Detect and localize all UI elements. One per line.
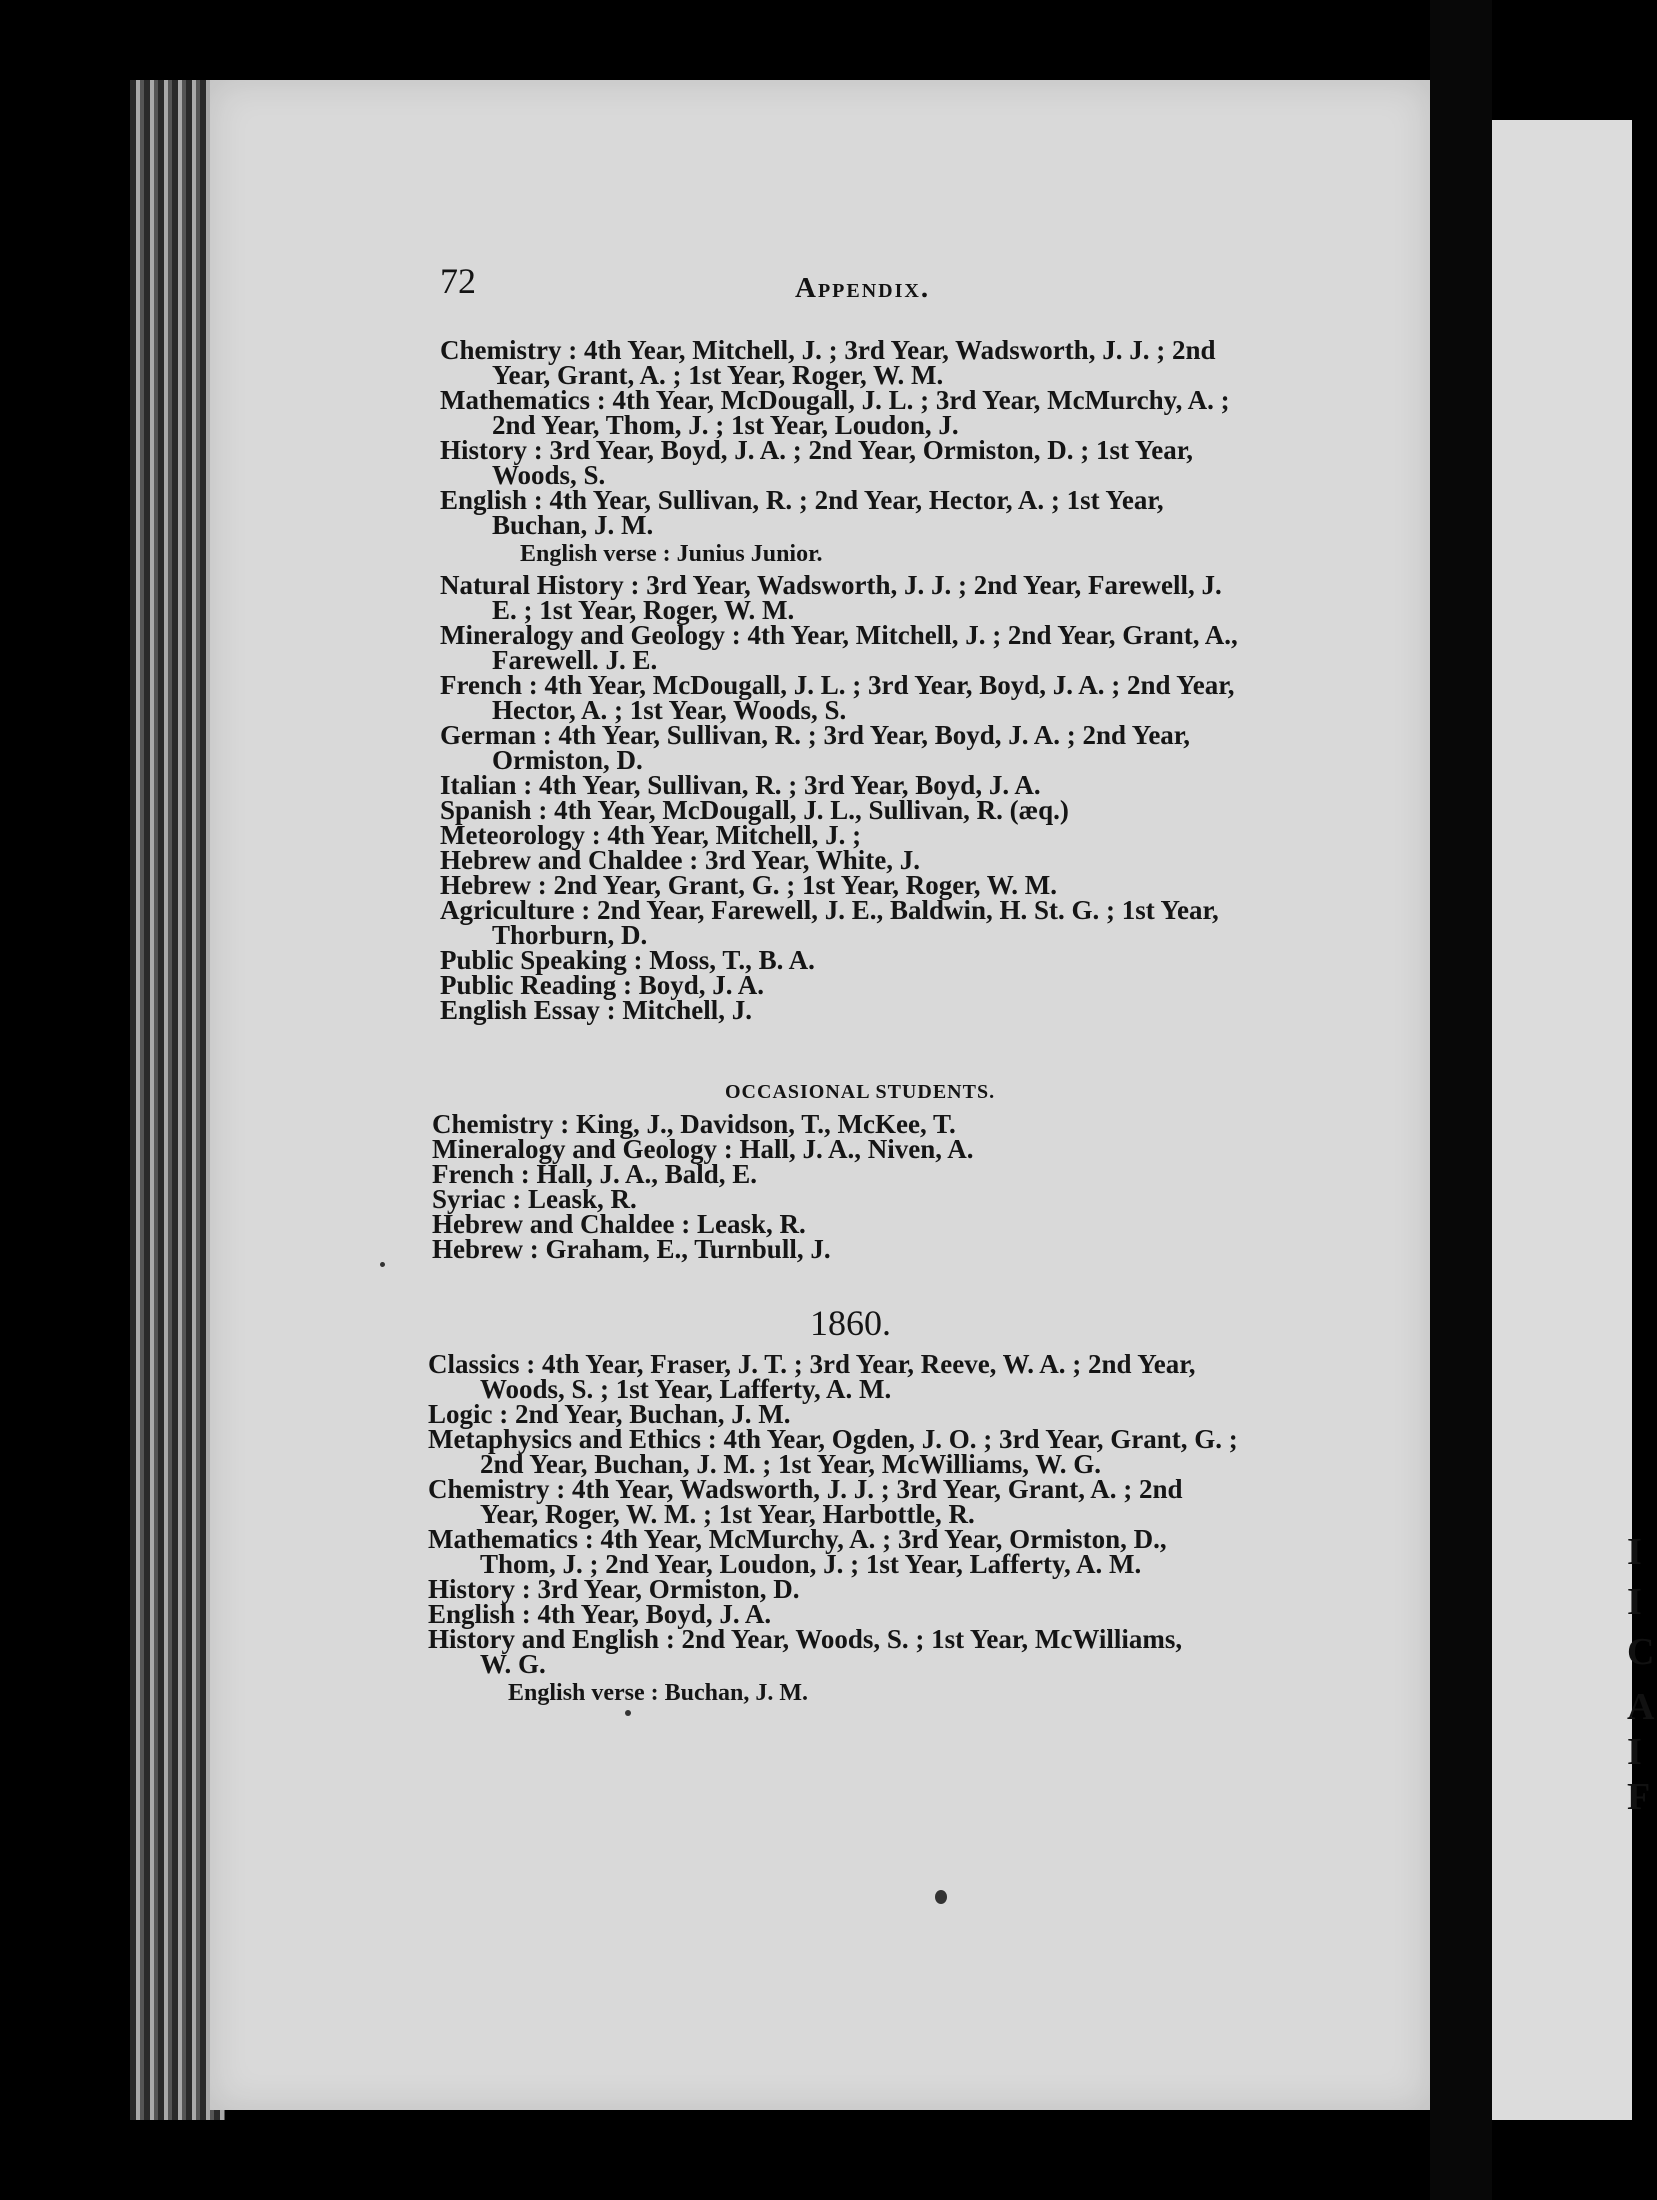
- entry-continuation: 2nd Year, Thom, J. ; 1st Year, Loudon, J.: [492, 410, 959, 440]
- occasional-entry: Syriac : Leask, R.: [432, 1184, 637, 1214]
- entry-line: Mathematics : 4th Year, McMurchy, A. ; 3rd Year, Ormiston, D.,: [428, 1524, 1167, 1554]
- page-number: 72: [440, 261, 476, 301]
- entry-line: Agriculture : 2nd Year, Farewell, J. E., Baldwin, H. St. G. ; 1st Year,: [440, 895, 1219, 925]
- entry-continuation: Thorburn, D.: [492, 920, 648, 950]
- entry-line: Classics : 4th Year, Fraser, J. T. ; 3rd Year, Reeve, W. A. ; 2nd Year,: [428, 1349, 1196, 1379]
- prize-entry: [440, 485, 1280, 540]
- ink-speck: [935, 1890, 947, 1904]
- prize-entry: [428, 1424, 1278, 1479]
- occasional-students-heading: OCCASIONAL STUDENTS.: [725, 1081, 996, 1103]
- entry-continuation: Hector, A. ; 1st Year, Woods, S.: [492, 695, 847, 725]
- prize-entry: [428, 1474, 1278, 1529]
- occasional-entry: Mineralogy and Geology : Hall, J. A., Niven, A.: [432, 1134, 974, 1164]
- entry-continuation: Buchan, J. M.: [492, 510, 654, 540]
- prize-entry: [440, 435, 1280, 490]
- prize-entry: [428, 1624, 1278, 1679]
- sub-entry: English verse : Buchan, J. M.: [508, 1680, 809, 1706]
- entry-line: History and English : 2nd Year, Woods, S. ; 1st Year, McWilliams,: [428, 1624, 1183, 1654]
- prize-entry: [440, 570, 1280, 625]
- entry-continuation: 2nd Year, Buchan, J. M. ; 1st Year, McWilliams, W. G.: [480, 1449, 1102, 1479]
- entry-line: Mathematics : 4th Year, McDougall, J. L. ; 3rd Year, McMurchy, A. ;: [440, 385, 1230, 415]
- book-gutter: [1430, 0, 1492, 2200]
- adjacent-page-fragment: I: [1627, 1531, 1642, 1573]
- prize-entry: Public Speaking : Moss, T., B. A.: [440, 945, 815, 975]
- prize-list-section-1860: [428, 1349, 1278, 1712]
- entry-continuation: W. G.: [480, 1649, 546, 1679]
- occasional-entry: Hebrew and Chaldee : Leask, R.: [432, 1209, 806, 1239]
- entry-line: History : 3rd Year, Boyd, J. A. ; 2nd Year, Ormiston, D. ; 1st Year,: [440, 435, 1193, 465]
- sub-entry: English verse : Junius Junior.: [520, 541, 823, 567]
- entry-continuation: E. ; 1st Year, Roger, W. M.: [492, 595, 795, 625]
- prize-entry: Meteorology : 4th Year, Mitchell, J. ;: [440, 820, 862, 850]
- prize-entry: [440, 720, 1280, 775]
- occasional-students-list: [432, 1109, 1272, 1264]
- entry-continuation: Thom, J. ; 2nd Year, Loudon, J. ; 1st Year, Lafferty, A. M.: [480, 1549, 1142, 1579]
- prize-entry: [440, 335, 1280, 390]
- running-head: Appendix.: [795, 272, 931, 304]
- prize-entry: Italian : 4th Year, Sullivan, R. ; 3rd Year, Boyd, J. A.: [440, 770, 1041, 800]
- entry-line: Natural History : 3rd Year, Wadsworth, J. J. ; 2nd Year, Farewell, J.: [440, 570, 1222, 600]
- ink-speck: [380, 1262, 385, 1267]
- entry-line: Chemistry : 4th Year, Wadsworth, J. J. ; 3rd Year, Grant, A. ; 2nd: [428, 1474, 1183, 1504]
- adjacent-page-strip: [1492, 120, 1655, 2120]
- prize-entry: English : 4th Year, Boyd, J. A.: [428, 1599, 772, 1629]
- adjacent-page-fragment: F: [1627, 1776, 1651, 1818]
- entry-continuation: Year, Grant, A. ; 1st Year, Roger, W. M.: [492, 360, 944, 390]
- entry-line: Chemistry : 4th Year, Mitchell, J. ; 3rd Year, Wadsworth, J. J. ; 2nd: [440, 335, 1216, 365]
- entry-line: Metaphysics and Ethics : 4th Year, Ogden, J. O. ; 3rd Year, Grant, G. ;: [428, 1424, 1238, 1454]
- adjacent-page-fragment: I: [1627, 1731, 1642, 1773]
- prize-entry: [440, 620, 1280, 675]
- occasional-entry: Chemistry : King, J., Davidson, T., McKee, T.: [432, 1109, 956, 1139]
- prize-entry: [440, 670, 1280, 725]
- entry-continuation: Woods, S.: [492, 460, 606, 490]
- entry-line: English : 4th Year, Sullivan, R. ; 2nd Year, Hector, A. ; 1st Year,: [440, 485, 1164, 515]
- entry-continuation: Farewell. J. E.: [492, 645, 658, 675]
- occasional-entry: Hebrew : Graham, E., Turnbull, J.: [432, 1234, 831, 1264]
- adjacent-page-fragment: C: [1627, 1631, 1655, 1673]
- ink-speck: [625, 1710, 631, 1716]
- entry-continuation: Year, Roger, W. M. ; 1st Year, Harbottle, R.: [480, 1499, 975, 1529]
- entry-line: German : 4th Year, Sullivan, R. ; 3rd Year, Boyd, J. A. ; 2nd Year,: [440, 720, 1191, 750]
- prize-entry: History : 3rd Year, Ormiston, D.: [428, 1574, 800, 1604]
- prize-entry: [428, 1349, 1278, 1404]
- prize-entry: Public Reading : Boyd, J. A.: [440, 970, 765, 1000]
- adjacent-page-fragment: A: [1627, 1686, 1655, 1728]
- prize-entry: English Essay : Mitchell, J.: [440, 995, 753, 1025]
- prize-entry: Hebrew and Chaldee : 3rd Year, White, J.: [440, 845, 921, 875]
- occasional-entry: French : Hall, J. A., Bald, E.: [432, 1159, 758, 1189]
- prize-entry: [440, 385, 1280, 440]
- entry-continuation: Ormiston, D.: [492, 745, 643, 775]
- entry-line: French : 4th Year, McDougall, J. L. ; 3rd Year, Boyd, J. A. ; 2nd Year,: [440, 670, 1235, 700]
- entry-line: Mineralogy and Geology : 4th Year, Mitchell, J. ; 2nd Year, Grant, A.,: [440, 620, 1238, 650]
- year-heading: 1860.: [810, 1303, 891, 1343]
- entry-continuation: Woods, S. ; 1st Year, Lafferty, A. M.: [480, 1374, 892, 1404]
- prize-entry: Spanish : 4th Year, McDougall, J. L., Sullivan, R. (æq.): [440, 795, 1069, 825]
- prize-list-section-1: [440, 335, 1280, 1025]
- adjacent-page-fragment: I: [1627, 1581, 1642, 1623]
- prize-entry: Hebrew : 2nd Year, Grant, G. ; 1st Year, Roger, W. M.: [440, 870, 1057, 900]
- prize-entry: [440, 895, 1280, 950]
- prize-entry: Logic : 2nd Year, Buchan, J. M.: [428, 1399, 791, 1429]
- prize-entry: [428, 1524, 1278, 1579]
